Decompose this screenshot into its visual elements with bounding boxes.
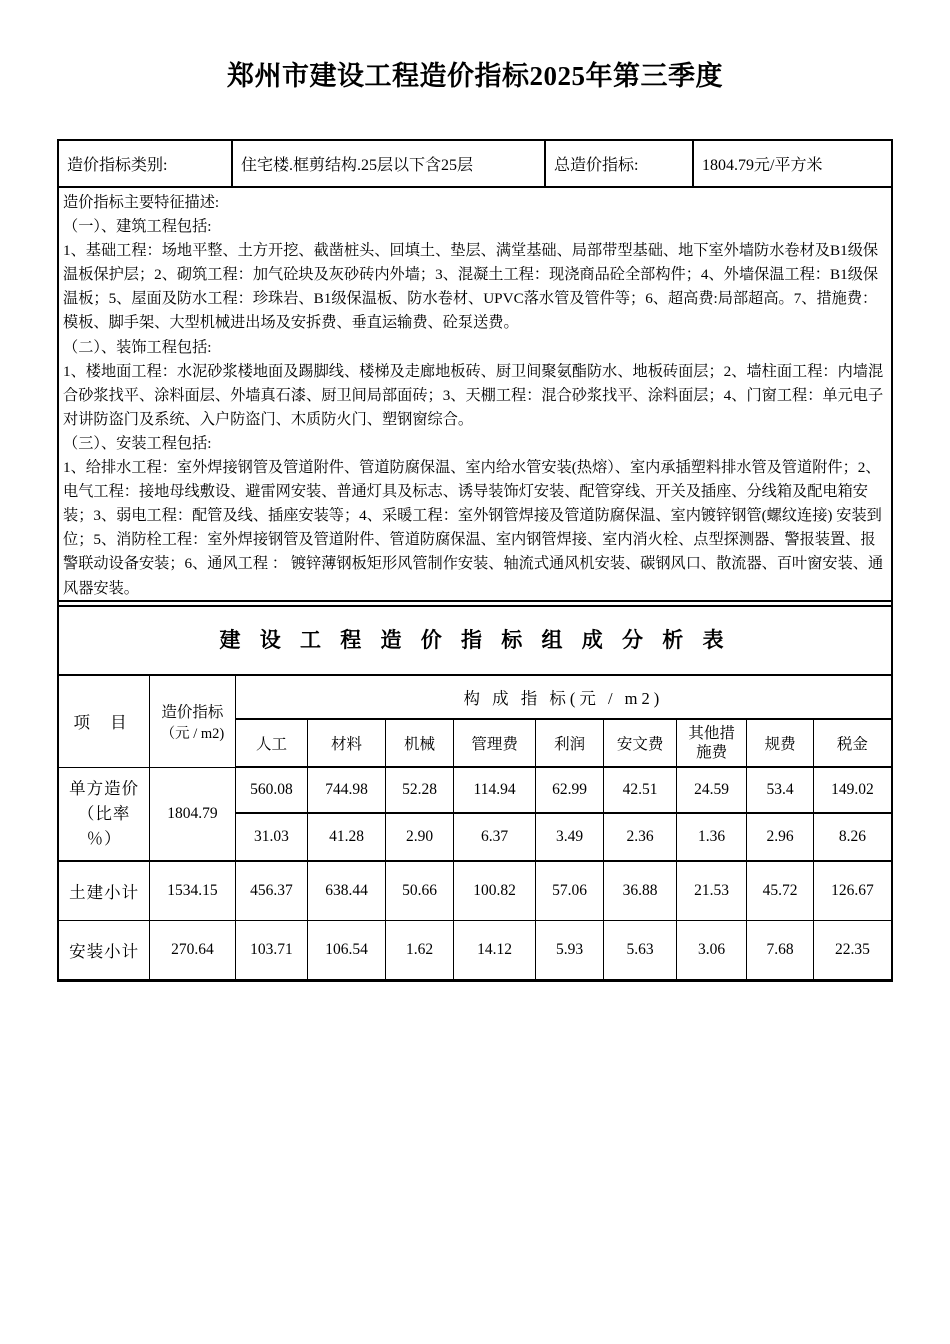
- header-tax: 税金: [813, 719, 891, 767]
- analysis-table-block: [57, 600, 893, 982]
- cell-install-machinery: 1.62: [385, 921, 453, 980]
- header-machinery: 机械: [385, 719, 453, 767]
- cell-amount-statutory-fee: 53.4: [747, 767, 813, 813]
- header-labor: 人工: [235, 719, 308, 767]
- page-title: 郑州市建设工程造价指标2025年第三季度: [227, 61, 723, 91]
- description-line: （一）、建筑工程包括:: [63, 218, 212, 236]
- row-index-unit-cost: 1804.79: [150, 767, 236, 861]
- cell-install-other-measure-fee: 3.06: [676, 921, 747, 980]
- cell-civil-machinery: 50.66: [385, 861, 453, 921]
- cell-ratio-statutory-fee: 2.96: [747, 813, 813, 861]
- header-index-line2: （元 / m2): [160, 725, 225, 742]
- analysis-table-caption: 建 设 工 程 造 价 指 标 组 成 分 析 表: [59, 602, 891, 676]
- row-label-line2: （比率: [77, 804, 131, 824]
- cell-amount-tax: 149.02: [813, 767, 891, 813]
- cell-civil-material: 638.44: [308, 861, 386, 921]
- cell-ratio-tax: 8.26: [813, 813, 891, 861]
- cell-install-tax: 22.35: [813, 921, 891, 980]
- cell-install-statutory-fee: 7.68: [747, 921, 813, 980]
- description-line: （三）、安装工程包括:: [63, 434, 212, 452]
- table-row: [59, 767, 891, 813]
- description-line: 1、楼地面工程：水泥砂浆楼地面及踢脚线、楼梯及走廊地板砖、厨卫间聚氨酯防水、地板砖面层；2、墙柱面工程：内墙混合砂浆找平、涂料面层、外墙真石漆、厨卫间局部面砖；3、天棚工程：混合砂浆找平、涂料面层；4、门窗工程：单元电子对讲防盗门及系统、入户防盗门、木质防火门、塑钢窗综合。: [63, 362, 884, 428]
- cell-ratio-labor: 31.03: [235, 813, 308, 861]
- cell-ratio-other-measure-fee: 1.36: [676, 813, 747, 861]
- cell-civil-index: 1534.15: [150, 861, 236, 921]
- header-safety-civil-fee: 安文费: [604, 719, 677, 767]
- cell-civil-labor: 456.37: [235, 861, 308, 921]
- cell-amount-profit: 62.99: [535, 767, 603, 813]
- table-header-row: [59, 676, 891, 719]
- cell-amount-machinery: 52.28: [385, 767, 453, 813]
- cell-amount-management-fee: 114.94: [454, 767, 536, 813]
- row-label-unit-cost: [59, 767, 150, 861]
- header-item-col: 项 目: [59, 676, 150, 767]
- cell-civil-profit: 57.06: [535, 861, 603, 921]
- description-body: [59, 188, 891, 605]
- header-statutory-fee: 规费: [747, 719, 813, 767]
- cell-install-material: 106.54: [308, 921, 386, 980]
- cell-amount-other-measure-fee: 24.59: [676, 767, 747, 813]
- category-label: 造价指标类别:: [59, 141, 233, 186]
- category-row: [59, 141, 891, 188]
- cell-amount-labor: 560.08: [235, 767, 308, 813]
- total-indicator-label: 总造价指标:: [546, 141, 694, 186]
- row-label-line1: 单方造价: [69, 779, 140, 799]
- description-line: 1、给排水工程：室外焊接钢管及管道附件、管道防腐保温、室内给水管安装(热熔）、室内承插塑料排水管及管道附件；2、电气工程：接地母线敷设、避雷网安装、普通灯具及标志、诱导装饰灯安装、配管穿线、开关及插座、分线箱及配电箱安装；3、弱电工程：配管及线、插座安装等；4、采暖工程：室外钢管焊接及管道防腐保温、室内镀锌钢管(螺纹连接) 安装到位；5、消防栓工程：室外焊接钢管及管道附件、管道防腐保温、室内钢管焊接、室内消火栓、点型探测器、警报装置、报警联动设备安装；6、通风工程 ： 镀锌薄钢板矩形风管制作安装、轴流式通风机安装、碳钢风口、散流器、百叶窗安装、通风器安装。: [63, 459, 884, 597]
- description-line: 造价指标主要特征描述:: [63, 194, 220, 211]
- description-line: 1、基础工程：场地平整、土方开挖、截凿桩头、回填土、垫层、满堂基础、局部带型基础、地下室外墙防水卷材及B1级保温板保护层；2、砌筑工程：加气砼块及灰砂砖内外墙；3、混凝土工程：现浇商品砼全部构件；4、外墙保温工程：B1级保温板；5、屋面及防水工程：珍珠岩、B1级保温板、防水卷材、UPVC落水管及管件等；6、超高费:局部超高。7、措施费：模板、脚手架、大型机械进出场及安拆费、垂直运输费、砼泵送费。: [63, 242, 879, 332]
- cell-civil-safety-civil-fee: 36.88: [604, 861, 677, 921]
- cell-install-management-fee: 14.12: [454, 921, 536, 980]
- table-row: [59, 861, 891, 921]
- cell-civil-management-fee: 100.82: [454, 861, 536, 921]
- cell-ratio-safety-civil-fee: 2.36: [604, 813, 677, 861]
- cell-civil-other-measure-fee: 21.53: [676, 861, 747, 921]
- cell-civil-tax: 126.67: [813, 861, 891, 921]
- cell-ratio-machinery: 2.90: [385, 813, 453, 861]
- header-index-col: [150, 676, 236, 767]
- header-material: 材料: [308, 719, 386, 767]
- indicator-summary-block: [57, 139, 893, 607]
- cell-install-safety-civil-fee: 5.63: [604, 921, 677, 980]
- header-index-line1: 造价指标: [161, 703, 224, 721]
- header-other-measure-fee: [676, 719, 747, 767]
- row-label-civil-subtotal: 土建小计: [59, 861, 150, 921]
- cell-amount-material: 744.98: [308, 767, 386, 813]
- cell-install-labor: 103.71: [235, 921, 308, 980]
- cell-ratio-management-fee: 6.37: [454, 813, 536, 861]
- description-line: （二）、装饰工程包括:: [63, 338, 212, 356]
- header-profit: 利润: [535, 719, 603, 767]
- cell-civil-statutory-fee: 45.72: [747, 861, 813, 921]
- cell-ratio-profit: 3.49: [535, 813, 603, 861]
- cell-install-profit: 5.93: [535, 921, 603, 980]
- header-management-fee: 管理费: [454, 719, 536, 767]
- table-row: [59, 921, 891, 980]
- row-label-install-subtotal: 安装小计: [59, 921, 150, 980]
- category-value: 住宅楼.框剪结构.25层以下含25层: [233, 141, 546, 186]
- row-label-line3: ％）: [86, 829, 122, 849]
- cell-install-index: 270.64: [150, 921, 236, 980]
- cell-ratio-material: 41.28: [308, 813, 386, 861]
- header-other-measure-line1: 其他措: [688, 725, 735, 742]
- cell-amount-safety-civil-fee: 42.51: [604, 767, 677, 813]
- total-indicator-value: 1804.79元/平方米: [702, 157, 823, 174]
- analysis-table: [59, 676, 891, 980]
- header-other-measure-line2: 施费: [696, 744, 728, 761]
- header-group-components: 构 成 指 标(元 / m2): [235, 676, 891, 719]
